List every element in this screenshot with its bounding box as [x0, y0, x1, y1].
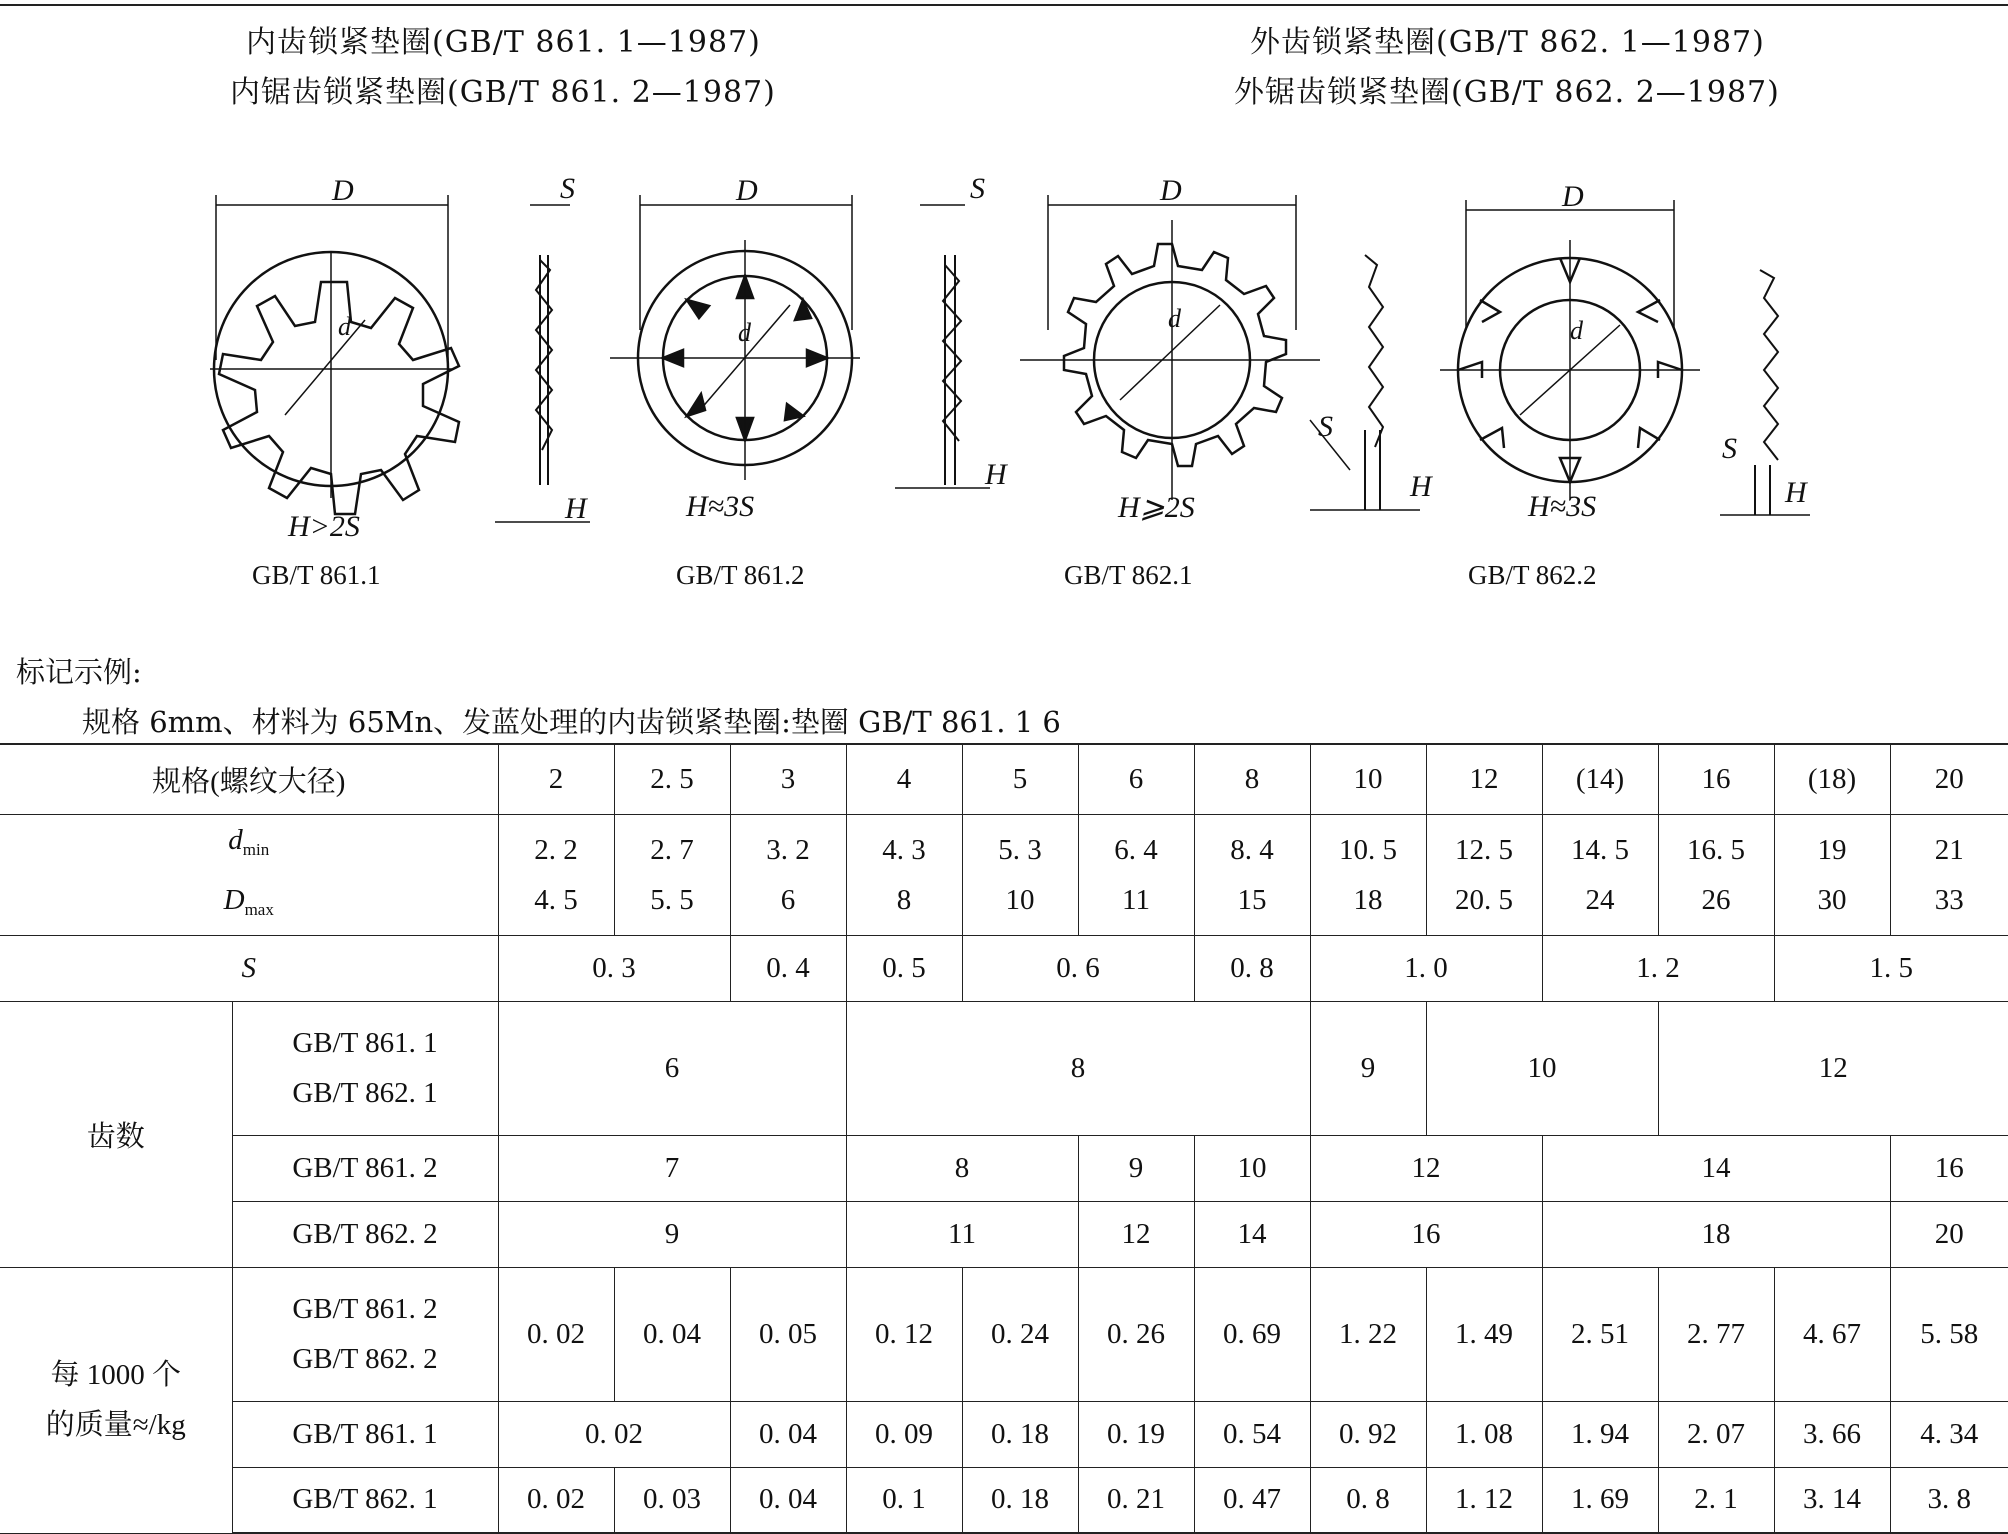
mass-cell: 0. 12 [846, 1267, 962, 1401]
mass-cell: 4. 34 [1890, 1401, 2008, 1467]
dD-cell: 2. 2 4. 5 [498, 814, 614, 935]
size-cell: 3 [730, 744, 846, 814]
mass-cell: 5. 58 [1890, 1267, 2008, 1401]
size-cell: (14) [1542, 744, 1658, 814]
mass-cell: 1. 22 [1310, 1267, 1426, 1401]
mass-cell: 0. 04 [730, 1401, 846, 1467]
teeth-cell: 9 [498, 1201, 846, 1267]
fig1-dim-H: H [565, 492, 587, 525]
mass-cell: 2. 77 [1658, 1267, 1774, 1401]
top-rule [0, 4, 2008, 6]
dD-cell: 6. 4 11 [1078, 814, 1194, 935]
teeth-cell: 8 [846, 1135, 1078, 1201]
size-cell: 8 [1194, 744, 1310, 814]
dD-cell: 21 33 [1890, 814, 2008, 935]
size-cell: 5 [962, 744, 1078, 814]
washer-861-1-front [210, 195, 459, 514]
header-right-line2: 外锯齿锁紧垫圈(GB/T 862. 2—1987) [1234, 75, 1780, 110]
teeth-cell: 10 [1194, 1135, 1310, 1201]
fig4-dim-D: D [1562, 180, 1584, 213]
mass-cell: 0. 09 [846, 1401, 962, 1467]
mass-cell: 1. 12 [1426, 1467, 1542, 1533]
teeth-cell: 12 [1310, 1135, 1542, 1201]
mass-cell: 0. 24 [962, 1267, 1078, 1401]
size-cell: (18) [1774, 744, 1890, 814]
mass-cell: 3. 8 [1890, 1467, 2008, 1533]
mass-cell: 0. 92 [1310, 1401, 1426, 1467]
teeth-cell: 16 [1890, 1135, 2008, 1201]
std-label: GB/T 862. 1 [232, 1467, 498, 1533]
spec-table [0, 743, 2008, 1534]
row-mass-3 [0, 1467, 2008, 1533]
fig3-code: GB/T 862.1 [1064, 560, 1193, 590]
fig3-dim-H: H [1410, 470, 1432, 503]
dD-cell: 2. 7 5. 5 [614, 814, 730, 935]
mass-cell: 1. 08 [1426, 1401, 1542, 1467]
fig1-code: GB/T 861.1 [252, 560, 381, 590]
dD-cell: 5. 3 10 [962, 814, 1078, 935]
fig3-dim-d: d [1168, 304, 1181, 333]
mass-cell: 0. 03 [614, 1467, 730, 1533]
fig2-dim-d: d [738, 318, 751, 347]
header-left-line2: 内锯齿锁紧垫圈(GB/T 861. 2—1987) [230, 75, 776, 110]
teeth-label: 齿数 [0, 1001, 232, 1267]
teeth-cell: 9 [1310, 1001, 1426, 1135]
header-left-line1: 内齿锁紧垫圈(GB/T 861. 1—1987) [246, 25, 761, 60]
teeth-cell: 7 [498, 1135, 846, 1201]
fig3-dim-S: S [1318, 410, 1333, 443]
mass-cell: 2. 51 [1542, 1267, 1658, 1401]
mass-cell: 0. 02 [498, 1401, 730, 1467]
dD-cell: 12. 5 20. 5 [1426, 814, 1542, 935]
marking-example: 规格 6mm、材料为 65Mn、发蓝处理的内齿锁紧垫圈:垫圈 GB/T 861. 1 6 [82, 705, 1061, 739]
mass-cell: 2. 07 [1658, 1401, 1774, 1467]
teeth-cell: 6 [498, 1001, 846, 1135]
fig4-dim-S: S [1722, 432, 1737, 465]
mass-cell: 0. 02 [498, 1467, 614, 1533]
mass-cell: 0. 26 [1078, 1267, 1194, 1401]
washer-861-2-front [610, 195, 860, 480]
mass-cell: 0. 69 [1194, 1267, 1310, 1401]
mass-cell: 0. 04 [614, 1267, 730, 1401]
mass-cell: 0. 18 [962, 1401, 1078, 1467]
size-cell: 2. 5 [614, 744, 730, 814]
row-teeth-1 [0, 1001, 2008, 1135]
fig3-dim-D: D [1160, 174, 1182, 207]
fig4-code: GB/T 862.2 [1468, 560, 1597, 590]
mass-cell: 0. 47 [1194, 1467, 1310, 1533]
teeth-cell: 20 [1890, 1201, 2008, 1267]
washer-862-1-front [1020, 195, 1320, 500]
row-teeth-2 [0, 1135, 2008, 1201]
std-label: GB/T 861. 2 GB/T 862. 2 [232, 1267, 498, 1401]
mass-cell: 0. 21 [1078, 1467, 1194, 1533]
dD-cell: 8. 4 15 [1194, 814, 1310, 935]
mass-cell: 1. 94 [1542, 1401, 1658, 1467]
teeth-cell: 12 [1078, 1201, 1194, 1267]
mass-cell: 0. 54 [1194, 1401, 1310, 1467]
washer-861-1-side [495, 205, 590, 522]
header-right-line1: 外齿锁紧垫圈(GB/T 862. 1—1987) [1250, 25, 1765, 60]
mass-cell: 0. 1 [846, 1467, 962, 1533]
mass-cell: 0. 04 [730, 1467, 846, 1533]
dD-cell: 19 30 [1774, 814, 1890, 935]
row-teeth-3 [0, 1201, 2008, 1267]
row-mass-2 [0, 1401, 2008, 1467]
size-cell: 2 [498, 744, 614, 814]
spec-label: 规格(螺纹大径) [0, 744, 498, 814]
mass-cell: 0. 02 [498, 1267, 614, 1401]
teeth-cell: 10 [1426, 1001, 1658, 1135]
fig1-dim-d: d [338, 312, 351, 341]
S-cell: 1. 2 [1542, 935, 1774, 1001]
row-S [0, 935, 2008, 1001]
S-cell: 0. 6 [962, 935, 1194, 1001]
S-cell: 0. 4 [730, 935, 846, 1001]
std-label: GB/T 861. 1 [232, 1401, 498, 1467]
fig2-dim-H: H [985, 458, 1007, 491]
size-cell: 4 [846, 744, 962, 814]
size-cell: 16 [1658, 744, 1774, 814]
fig4-dim-d: d [1570, 316, 1583, 345]
teeth-cell: 11 [846, 1201, 1078, 1267]
teeth-cell: 9 [1078, 1135, 1194, 1201]
teeth-cell: 12 [1658, 1001, 2008, 1135]
row-d-D [0, 814, 2008, 935]
S-cell: 0. 5 [846, 935, 962, 1001]
mass-cell: 0. 8 [1310, 1467, 1426, 1533]
fig2-dim-S: S [970, 172, 985, 205]
teeth-cell: 14 [1194, 1201, 1310, 1267]
std-label: GB/T 861. 1 GB/T 862. 1 [232, 1001, 498, 1135]
fig1-dim-D: D [332, 174, 354, 207]
dD-cell: 4. 3 8 [846, 814, 962, 935]
std-label: GB/T 861. 2 [232, 1135, 498, 1201]
dD-cell: 16. 5 26 [1658, 814, 1774, 935]
teeth-cell: 18 [1542, 1201, 1890, 1267]
row-mass-1 [0, 1267, 2008, 1401]
mass-cell: 1. 69 [1542, 1467, 1658, 1533]
size-cell: 6 [1078, 744, 1194, 814]
dD-cell: 14. 5 24 [1542, 814, 1658, 935]
teeth-cell: 16 [1310, 1201, 1542, 1267]
dD-cell: 3. 2 6 [730, 814, 846, 935]
S-label: S [0, 935, 498, 1001]
row-spec [0, 744, 2008, 814]
dD-label: $d_{min}$ $D_{max}$ [0, 814, 498, 935]
washer-861-2-side [895, 205, 990, 488]
S-cell: 0. 3 [498, 935, 730, 1001]
size-cell: 12 [1426, 744, 1542, 814]
mass-cell: 0. 05 [730, 1267, 846, 1401]
fig2-formula: H≈3S [686, 490, 755, 523]
mass-cell: 0. 18 [962, 1467, 1078, 1533]
fig3-formula: H⩾2S [1118, 491, 1195, 524]
S-cell: 1. 0 [1310, 935, 1542, 1001]
dD-cell: 10. 5 18 [1310, 814, 1426, 935]
size-cell: 10 [1310, 744, 1426, 814]
teeth-cell: 14 [1542, 1135, 1890, 1201]
mass-cell: 0. 19 [1078, 1401, 1194, 1467]
mass-cell: 4. 67 [1774, 1267, 1890, 1401]
S-cell: 0. 8 [1194, 935, 1310, 1001]
fig2-code: GB/T 861.2 [676, 560, 805, 590]
fig1-dim-S: S [560, 172, 575, 205]
std-label: GB/T 862. 2 [232, 1201, 498, 1267]
fig4-dim-H: H [1785, 476, 1807, 509]
mass-label: 每 1000 个 的质量≈/kg [0, 1267, 232, 1533]
mass-cell: 3. 66 [1774, 1401, 1890, 1467]
S-cell: 1. 5 [1774, 935, 2008, 1001]
size-cell: 20 [1890, 744, 2008, 814]
washer-862-2-front [1440, 200, 1700, 500]
fig4-formula: H≈3S [1528, 490, 1597, 523]
teeth-cell: 8 [846, 1001, 1310, 1135]
mass-cell: 1. 49 [1426, 1267, 1542, 1401]
mass-cell: 3. 14 [1774, 1467, 1890, 1533]
washer-862-1-side [1310, 255, 1420, 510]
marking-title: 标记示例: [16, 655, 142, 689]
mass-cell: 2. 1 [1658, 1467, 1774, 1533]
fig2-dim-D: D [736, 174, 758, 207]
fig1-formula: H>2S [288, 510, 360, 543]
